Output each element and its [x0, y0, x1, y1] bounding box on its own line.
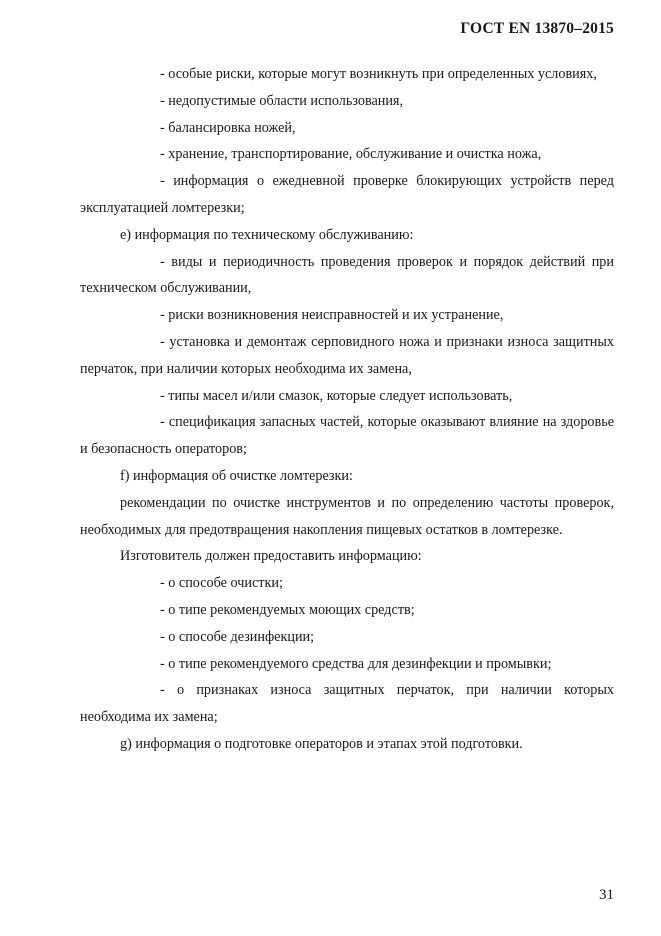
document-body: [80, 61, 614, 758]
list-item: - особые риски, которые могут возникнуть при определенных условиях,: [160, 66, 597, 82]
list-item: - хранение, транспортирование, обслуживание и очистка ножа,: [160, 146, 542, 163]
body-paragraph: рекомендации по очистке инструментов и по определению частоты проверок, необходимых для предотвращения накопления пищевых остатков в ломтерезке.: [80, 494, 614, 538]
list-item: - о способе очистки;: [160, 575, 283, 592]
section-heading-g: g) информация о подготовке операторов и этапах этой подготовки.: [120, 735, 523, 752]
list-item: - о типе рекомендуемого средства для дезинфекции и промывки;: [160, 655, 552, 672]
body-paragraph: Изготовитель должен предоставить информацию:: [120, 548, 422, 565]
list-item: - риски возникновения неисправностей и их устранение,: [160, 307, 504, 324]
list-item: - о признаках износа защитных перчаток, при наличии которых необходима их замена;: [80, 682, 614, 726]
list-item: - типы масел и/или смазок, которые следует использовать,: [160, 387, 513, 404]
list-item: - балансировка ножей,: [160, 119, 296, 136]
list-item: - недопустимые области использования,: [160, 92, 404, 109]
section-heading-e: e) информация по техническому обслуживанию:: [120, 226, 414, 243]
page-number: 31: [599, 887, 614, 903]
list-item: - информация о ежедневной проверке блокирующих устройств перед эксплуатацией ломтерезки;: [80, 173, 614, 216]
list-item: - установка и демонтаж серповидного ножа и признаки износа защитных перчаток, при наличии которых необходима их замена,: [80, 333, 614, 377]
document-header: ГОСТ EN 13870–2015: [460, 20, 614, 37]
list-item: - виды и периодичность проведения проверок и порядок действий при техническом обслуживании,: [80, 253, 614, 297]
list-item: - о типе рекомендуемых моющих средств;: [160, 601, 415, 618]
list-item: - о способе дезинфекции;: [160, 628, 315, 645]
section-heading-f: f) информация об очистке ломтерезки:: [120, 467, 353, 484]
list-item: - спецификация запасных частей, которые оказывают влияние на здоровье и безопасность операторов;: [80, 414, 614, 458]
